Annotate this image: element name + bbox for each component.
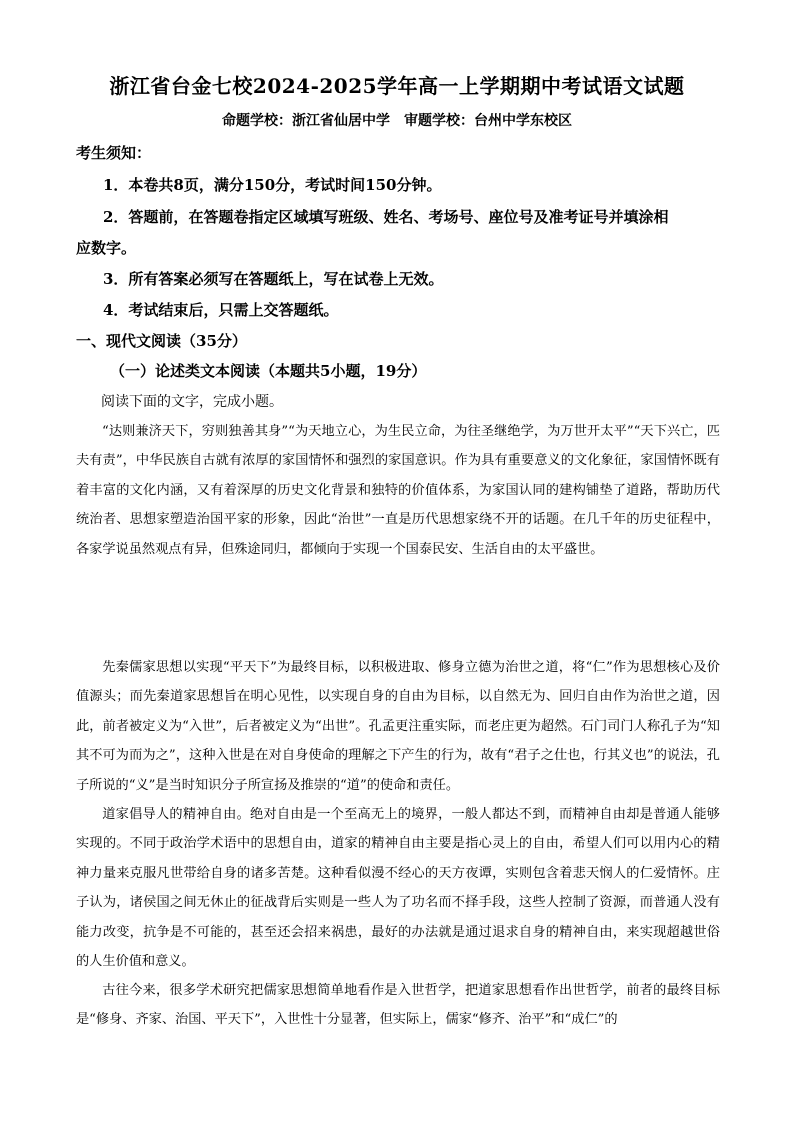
section-heading: 一、现代文阅读（35分） [76,332,247,350]
notice-item-2-cont: 应数字。 [76,239,137,257]
setter-school: 命题学校：浙江省仙居中学 [222,113,390,129]
passage-paragraph [76,800,720,976]
notice-item-4: 4．考试结束后，只需上交答题纸。 [103,301,339,319]
notice-item-3: 3．所有答案必须写在答题纸上，写在试卷上无效。 [103,270,444,288]
passage-paragraph-1: “达则兼济天下，穷则独善其身”“为天地立心，为生民立命，为往圣继绝学，为万世开太平”“天下兴亡，匹夫有责”，中华民族自古就有浓厚的家国情怀和强烈的家国意识。作为具有重要意义的文化象征，家国情怀既有着丰富的文化内涵，又有着深厚的历史文化背景和独特的价值体系，为家国认同的建构铺垫了道路，帮助历代统治者、思想家塑造治国平家的形象，因此“治世”一直是历代思想家绕不开的话题。在几千年的历史征程中，各家学说虽然观点有异，但殊途同归，都倾向于实现一个国泰民安、生活自由的太平盛世。 [76,424,720,557]
reviewer-school: 审题学校：台州中学东校区 [404,113,572,129]
passage-paragraph-4: 古往今来，很多学术研究把儒家思想简单地看作是入世哲学，把道家思想看作出世哲学，前者的最终目标是“修身、齐家、治国、平天下”，入世性十分显著，但实际上，儒家“修齐、治平”和“成仁”的 [76,983,720,1028]
notice-item-1: 1．本卷共8页，满分150分，考试时间150分钟。 [103,176,442,194]
sub-section-heading: （一）论述类文本阅读（本题共5小题，19分） [110,362,427,380]
notice-heading: 考生须知： [76,144,152,162]
passage-paragraph [76,417,720,564]
passage-paragraph [76,653,720,800]
exam-title: 浙江省台金七校2024-2025学年高一上学期期中考试语文试题 [109,74,685,98]
passage-paragraph-3: 道家倡导人的精神自由。绝对自由是一个至高无上的境界，一般人都达不到，而精神自由却是普通人能够实现的。不同于政治学术语中的思想自由，道家的精神自由主要是指心灵上的自由，希望人们可以用内心的精神力量来克服凡世带给自身的诸多苦楚。这种看似漫不经心的天方夜谭，实则包含着悲天悯人的仁爱情怀。庄子认为，诸侯国之间无休止的征战背后实则是一些人为了功名而不择手段，这些人控制了资源，而普通人没有能力改变，抗争是不可能的，甚至还会招来祸患，最好的办法就是通过退求自身的精神自由，来实现超越世俗的人生价值和意义。 [76,807,720,970]
passage-paragraph [76,976,720,1035]
passage-paragraph-2: 先秦儒家思想以实现“平天下”为最终目标，以积极进取、修身立德为治世之道，将“仁”作为思想核心及价值源头；而先秦道家思想旨在明心见性，以实现自身的自由为目标，以自然无为、回归自由作为治世之道，因此，前者被定义为“入世”，后者被定义为“出世”。孔孟更注重实际，而老庄更为超然。石门司门人称孔子为“知其不可为而为之”，这种入世是在对自身使命的理解之下产生的行为，故有“君子之仕也，行其义也”的说法，孔子所说的“义”是当时知识分子所宣扬及推崇的“道”的使命和责任。 [76,660,720,793]
notice-item-2: 2．答题前，在答题卷指定区域填写班级、姓名、考场号、座位号及准考证号并填涂相 [103,208,669,226]
reading-instruction: 阅读下面的文字，完成小题。 [101,394,283,410]
exam-schools [0,110,794,130]
